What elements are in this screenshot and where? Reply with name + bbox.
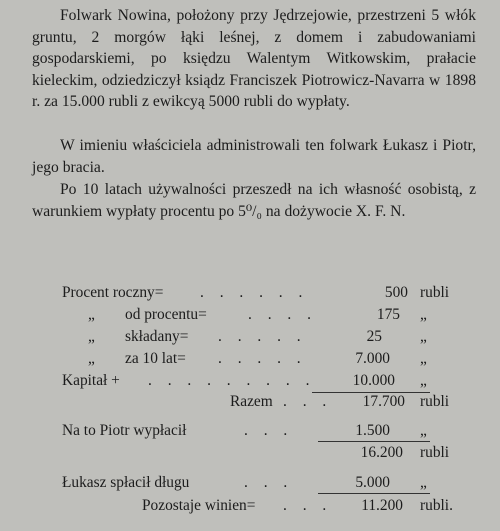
ditto-mark: „ (88, 350, 95, 367)
calc-unit: „ (420, 328, 427, 345)
calc-row-compound (0, 328, 500, 349)
calc-label: Pozostaje winien= (142, 497, 256, 514)
calc-row-remainder (0, 444, 500, 465)
calc-row-annual-interest (0, 284, 500, 305)
leader-dots: . . . . . . . . . (148, 372, 316, 389)
difference-rule (318, 441, 430, 442)
calc-unit: rubli (420, 444, 450, 461)
leader-dots: . . . (283, 497, 333, 514)
calc-row-piotr-paid (0, 422, 500, 443)
calc-row-still-owed (0, 497, 500, 518)
leader-dots: . . . . . (218, 328, 307, 345)
calc-label: Procent roczny= (62, 284, 164, 301)
calc-value: 17.700 (362, 393, 405, 410)
ditto-mark: „ (88, 328, 95, 345)
ditto-mark: „ (88, 306, 95, 323)
leader-dots: . . . (244, 474, 294, 491)
calc-unit: rubli. (420, 497, 453, 514)
calc-unit: „ (420, 422, 427, 439)
calc-row-lukasz-paid (0, 474, 500, 495)
leader-dots: . . . . (248, 306, 317, 323)
calc-label: od procentu= (125, 306, 207, 323)
calc-row-ten-years (0, 350, 500, 371)
calc-value: 5.000 (355, 474, 390, 491)
calc-label: Łukasz spłacił długu (62, 474, 190, 491)
paragraph-administration: W imieniu właściciela administrowali ten folwark Łukasz i Piotr, jego bracia. (32, 137, 476, 176)
calc-unit: „ (420, 306, 427, 323)
calc-value: 10.000 (352, 372, 395, 389)
calc-label: składany= (125, 328, 189, 345)
leader-dots: . . . . . (218, 350, 307, 367)
calc-label: Na to Piotr wypłacił (62, 422, 187, 439)
leader-dots: . . . . . . (200, 284, 309, 301)
calc-unit: „ (420, 350, 427, 367)
calc-unit: „ (420, 474, 427, 491)
calc-label: Razem (230, 393, 273, 410)
calc-value: 1.500 (355, 422, 390, 439)
leader-dots: . . . (283, 393, 333, 410)
calc-value: 25 (366, 328, 382, 345)
calc-value: 175 (376, 306, 400, 323)
calc-label: za 10 lat= (125, 350, 186, 367)
paragraph-ownership: Po 10 latach używalności przeszedł na ich własność osobistą, z warunkiem wypłaty procentu po 5⁰/₀ na dożywocie X. F. N. (32, 181, 476, 220)
leader-dots: . . . (244, 422, 294, 439)
calc-unit: „ (420, 372, 427, 389)
calc-row-total (0, 393, 500, 414)
calc-value: 500 (384, 284, 408, 301)
calc-row-interest-on-interest (0, 306, 500, 327)
calc-unit: rubli (420, 284, 450, 301)
calc-value: 11.200 (361, 497, 403, 514)
calc-unit: rubli (420, 393, 450, 410)
calc-value: 16.200 (360, 444, 403, 461)
calc-value: 7.000 (355, 350, 390, 367)
difference-rule (318, 493, 430, 494)
calc-label: Kapitał + (62, 372, 120, 389)
paragraph-nowina: Folwark Nowina, położony przy Jędrzejowie, przestrzeni 5 włók gruntu, 2 morgów łąki leśnej, z domem i zabudowaniami gospodarskiemi, po księdzu Walentym Witkowskim, prałacie kieleckim, odziedziczył ksiądz Franciszek Piotrowicz-Navarra w 1898 r. za 15.000 rubli z ewikcyą 5000 rubli do wypłaty. (32, 7, 476, 111)
calc-row-capital (0, 372, 500, 393)
